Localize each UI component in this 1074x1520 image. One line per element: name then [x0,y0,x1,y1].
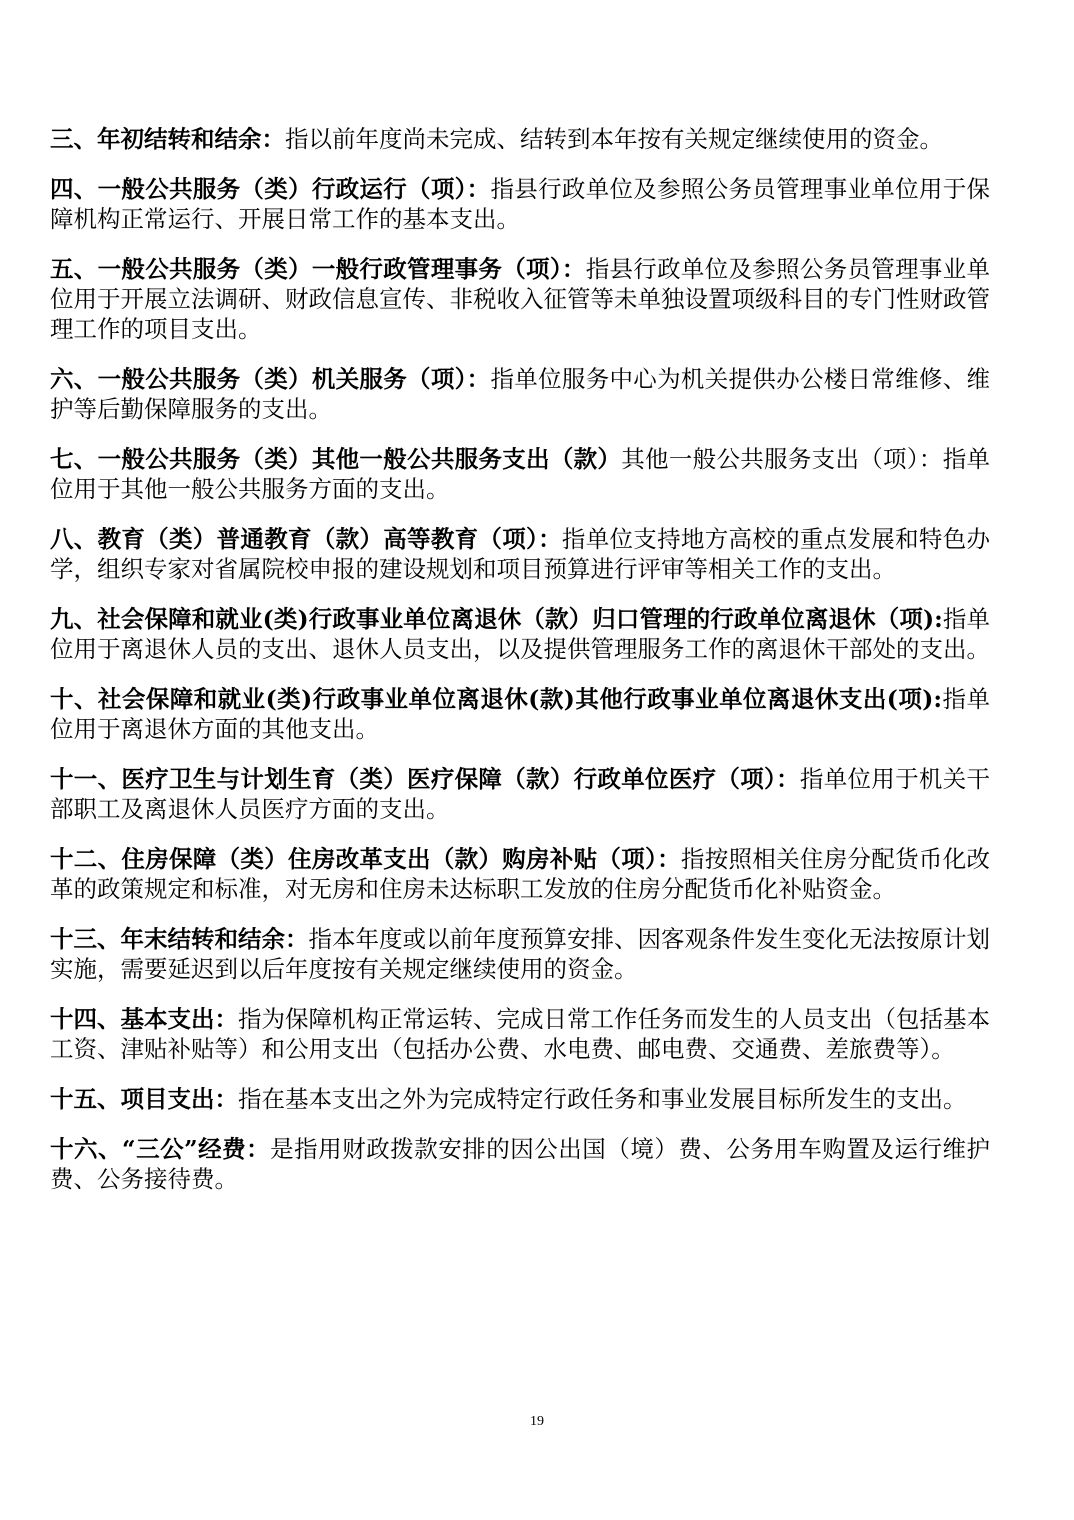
definition-text: 指以前年度尚未完成、结转到本年按有关规定继续使用的资金。 [285,125,943,153]
definition-paragraph [50,924,990,984]
definition-text: 是指用财政拨款安排的因公出国（境）费、公务用车购置及运行维护费、公务接待费。 [50,1135,990,1193]
definition-text: 指在基本支出之外为完成特定行政任务和事业发展目标所发生的支出。 [238,1085,967,1113]
definition-paragraph [50,524,990,584]
definition-term: 七、一般公共服务（类）其他一般公共服务支出（款） [50,445,622,473]
definition-paragraph [50,444,990,504]
definition-text: 指单位支持地方高校的重点发展和特色办学，组织专家对省属院校申报的建设规划和项目预算进行评审等相关工作的支出。 [50,525,991,583]
definition-term: 九、社会保障和就业(类)行政事业单位离退休（款）归口管理的行政单位离退休（项): [50,605,943,633]
definition-term: 十五、项目支出： [50,1085,238,1113]
definition-paragraph [50,364,990,424]
definition-term: 三、年初结转和结余： [50,125,285,153]
definition-term: 十六、“三公”经费： [50,1135,271,1163]
document-body [50,124,990,1214]
definition-term: 八、教育（类）普通教育（款）高等教育（项）： [50,525,562,553]
definition-text: 指单位用于离退休人员的支出、退休人员支出，以及提供管理服务工作的离退休干部处的支出。 [50,605,991,663]
definition-text: 指为保障机构正常运转、完成日常工作任务而发生的人员支出（包括基本工资、津贴补贴等）和公用支出（包括办公费、水电费、邮电费、交通费、差旅费等）。 [50,1005,990,1063]
definition-term: 十一、医疗卫生与计划生育（类）医疗保障（款）行政单位医疗（项）： [50,765,800,793]
definition-text: 指县行政单位及参照公务员管理事业单位用于开展立法调研、财政信息宣传、非税收入征管等未单独设置项级科目的专门性财政管理工作的项目支出。 [50,255,991,343]
definition-term: 十三、年末结转和结余： [50,925,309,953]
definition-paragraph [50,764,990,824]
definition-paragraph [50,604,990,664]
definition-text: 指县行政单位及参照公务员管理事业单位用于保障机构正常运行、开展日常工作的基本支出。 [50,175,991,233]
definition-paragraph [50,844,990,904]
definition-term: 四、一般公共服务（类）行政运行（项）： [50,175,491,203]
definition-paragraph [50,684,990,744]
definition-term: 六、一般公共服务（类）机关服务（项）： [50,365,491,393]
definition-term: 十四、基本支出： [50,1005,238,1033]
definition-term: 十、社会保障和就业(类)行政事业单位离退休(款)其他行政事业单位离退休支出(项): [50,685,943,713]
definition-paragraph [50,1004,990,1064]
definition-paragraph [50,254,990,344]
definition-paragraph [50,124,990,154]
definition-term: 五、一般公共服务（类）一般行政管理事务（项）： [50,255,586,283]
page-number: 19 [530,1414,544,1429]
definition-text: 其他一般公共服务支出（项）：指单位用于其他一般公共服务方面的支出。 [50,445,991,503]
definition-text: 指单位服务中心为机关提供办公楼日常维修、维护等后勤保障服务的支出。 [50,365,991,423]
definition-text: 指单位用于机关干部职工及离退休人员医疗方面的支出。 [50,765,990,823]
definition-paragraph [50,1084,990,1114]
definition-text: 指单位用于离退休方面的其他支出。 [50,685,991,743]
definition-text: 指按照相关住房分配货币化改革的政策规定和标准，对无房和住房未达标职工发放的住房分配货币化补贴资金。 [50,845,991,903]
definition-paragraph [50,174,990,234]
definition-text: 指本年度或以前年度预算安排、因客观条件发生变化无法按原计划实施，需要延迟到以后年度按有关规定继续使用的资金。 [50,925,990,983]
definition-paragraph [50,1134,990,1194]
definition-term: 十二、住房保障（类）住房改革支出（款）购房补贴（项）： [50,845,681,873]
